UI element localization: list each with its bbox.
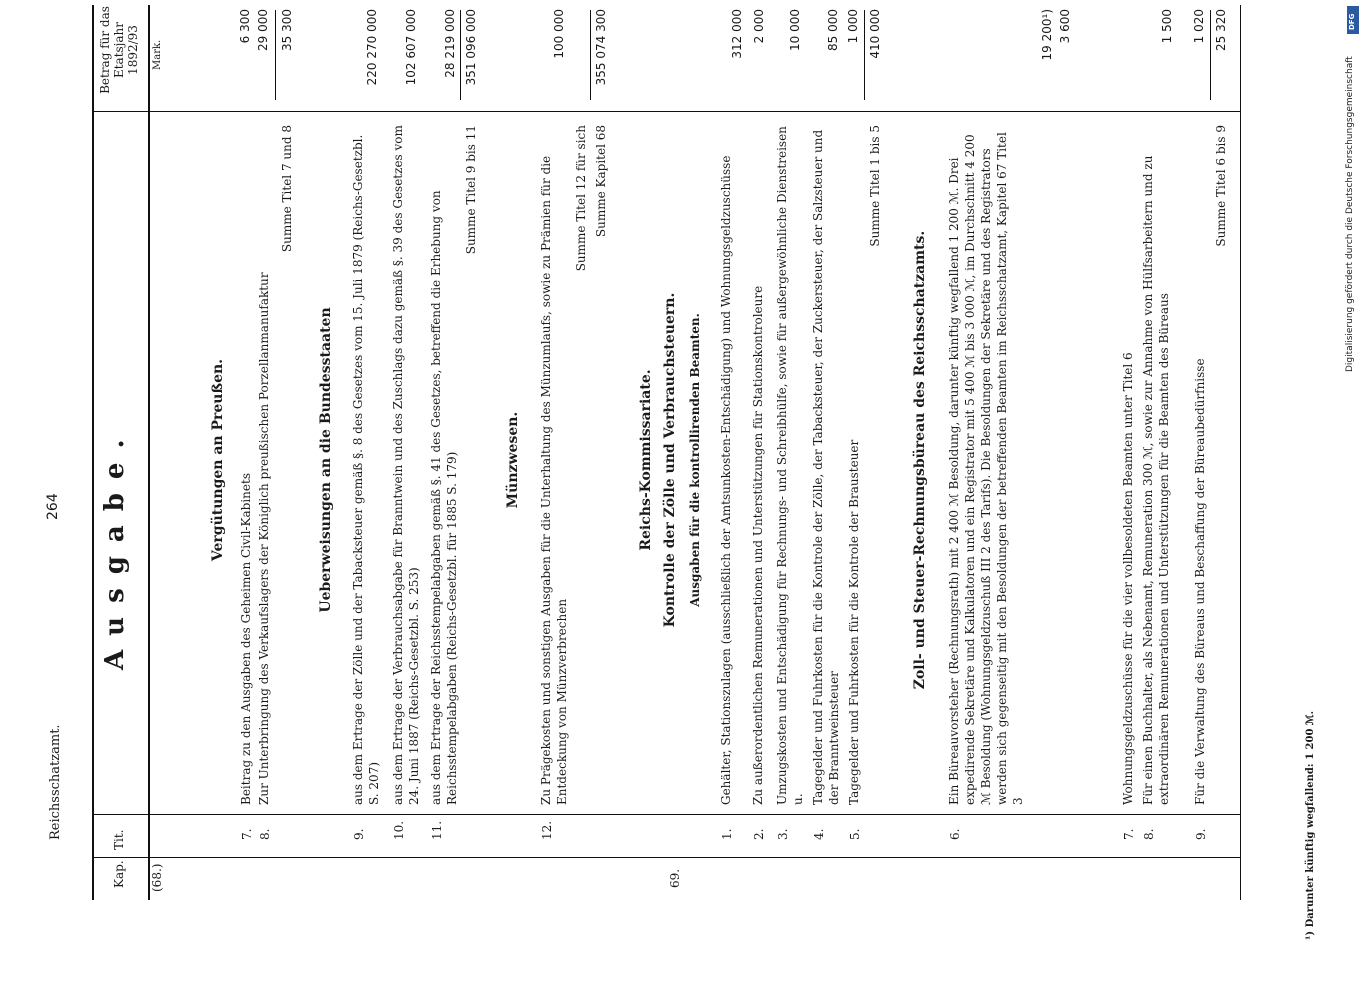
sum-amount: 410 000 [868, 9, 882, 59]
tit-number: 9. [352, 828, 366, 840]
row-text: aus dem Ertrage der Zölle und der Tabacksteuer gemäß §. 8 des Gesetzes vom 15. Juli 1879 (Reichs-Gesetzbl. S. 207) [351, 134, 381, 805]
digitization-note [1345, 12, 1359, 372]
header-bottom-rule [148, 5, 150, 900]
tit-number: 5. [848, 828, 862, 840]
header-title: Ausgabe. [100, 425, 130, 670]
row-amount: 29 000 [256, 9, 270, 51]
row-amount: 102 607 000 [404, 9, 418, 86]
row-text: Wohnungsgeldzuschüsse für die vier vollbesoldeten Beamten unter Titel 6 [1121, 352, 1135, 805]
subsection-kontrolle: Ausgaben für die kontrollirenden Beamten. [688, 313, 702, 607]
row-amount: 2 000 [752, 9, 766, 44]
sum-rule [1210, 10, 1211, 100]
row-amount: 100 000 [552, 9, 566, 59]
row-text: Tagegelder und Fuhrkosten für die Kontrole der Zölle, der Tabacksteuer, der Zuckersteuer, der Salzsteuer und der Branntweinsteuer [811, 129, 841, 805]
row-text: aus dem Ertrage der Reichsstempelabgaben gemäß §. 41 des Gesetzes, betreffend die Erhebung von Reichsstempelabgaben (Reichs-Gesetzbl. für 1885 S. 179) [429, 190, 459, 805]
sum-amount: 355 074 300 [594, 9, 608, 86]
sum-amount: 35 300 [280, 9, 294, 51]
tit-number: 6. [948, 828, 962, 840]
row-text: Tagegelder und Fuhrkosten für die Kontrole der Brausteuer [847, 439, 861, 805]
section-muenzwesen: Münzwesen. [505, 411, 521, 509]
row-text: Zur Unterbringung des Verkaufslagers der Königlich preußischen Porzellanmanufaktur [257, 272, 271, 805]
header-unit: Mark. [152, 39, 163, 70]
section-buereau: Zoll- und Steuer-Rechnungsbüreau des Reichsschatzamts. [912, 230, 928, 690]
tit-number: 2. [752, 828, 766, 840]
header-tit: Tit. [112, 829, 126, 850]
header-kap: Kap. [112, 860, 126, 888]
row-amount: 1 020 [1192, 9, 1206, 44]
sum-label: Summe Titel 6 bis 9 [1214, 125, 1228, 247]
tit-number: 12. [540, 820, 554, 840]
table-bottom-rule [1240, 5, 1241, 900]
header-top-rule [92, 5, 94, 900]
row-text: Ein Büreauvorsteher (Rechnungsrath) mit 2 400 ℳ Besoldung, darunter künftig wegfallend 1 200 ℳ. Drei expedirende Sekretäre und Kalkulatoren und ein Registrator mit 5 400 ℳ bis 3 000 ℳ, im Durchschnitt 4 200 ℳ Besoldung (Wohnungsgeldzuschuß III 2 des Tarifs). Die Besoldungen der Sekretäre und des Registrators werden sich gegenseitig mit den Besoldungen der betreffenden Beamten im Reichsschatzamt, Kapitel 67 Titel 3 [947, 132, 1025, 805]
row-amount: 85 000 [826, 9, 840, 51]
running-head: Reichsschatzamt. [48, 724, 63, 840]
sum-rule [590, 10, 591, 100]
header-betrag: Betrag für das Etatsjahr 1892/93 [98, 6, 140, 94]
digitization-note-text: Digitalisierung gefördert durch die Deutsche Forschungsgemeinschaft [1345, 56, 1355, 372]
row-text: Für einen Buchhalter, als Nebenamt, Remuneration 300 ℳ, sowie zur Annahme von Hülfsarbeitern und zu extraordinären Remunerationen und Unterstützungen für die Beamten des Büreaus [1141, 155, 1171, 805]
row-amount: 312 000 [730, 9, 744, 59]
tit-column-rule [92, 814, 1240, 815]
footnote: ¹) Darunter künftig wegfallend: 1 200 ℳ. [1305, 710, 1316, 940]
kap-68-label: (68.) [150, 863, 164, 892]
amount-column-rule [92, 111, 1240, 112]
dfg-logo-text: DFG [1348, 13, 1356, 30]
tit-number: 1. [720, 828, 734, 840]
sum-label: Summe Titel 9 bis 11 [464, 125, 478, 255]
sum-rule [864, 10, 865, 100]
section-preussen: Vergütungen an Preußen. [210, 358, 226, 562]
row-amount: 28 219 000 [443, 9, 457, 78]
tit-number: 7. [1122, 828, 1136, 840]
sum-amount: 25 320 [1214, 9, 1228, 51]
row-text: aus dem Ertrage der Verbrauchsabgabe für Branntwein und des Zuschlags dazu gemäß §. 39 des Gesetzes vom 24. Juni 1887 (Reichs-Gesetzbl. S. 253) [391, 125, 421, 805]
page-number: 264 [45, 493, 61, 520]
row-text: Gehälter, Stationszulagen (ausschließlich der Amtsunkosten-Entschädigung) und Wohnungsgeldzuschüsse [719, 155, 733, 805]
row-text: Umzugskosten und Entschädigung für Rechnungs- und Schreibhülfe, sowie für außergewöhnliche Dienstreisen u. [775, 126, 805, 805]
section-kommissariate: Reichs-Kommissariate. [638, 369, 654, 551]
row-text: Für die Verwaltung des Büreaus und Beschaffung der Büreaubedürfnisse [1193, 358, 1207, 805]
tit-number: 11. [430, 820, 444, 840]
section-kontrolle: Kontrolle der Zölle und Verbrauchsteuern. [662, 292, 678, 628]
row-text: Zu Prägekosten und sonstigen Ausgaben für die Unterhaltung des Münzumlaufs, sowie zu Prämien für die Entdeckung von Münzverbrechen [539, 155, 569, 805]
sum-label: Summe Kapitel 68 [594, 125, 608, 238]
sum-label: Summe Titel 1 bis 5 [868, 125, 882, 247]
row-amount: 3 600 [1058, 9, 1072, 44]
sum-amount: 351 096 000 [464, 9, 478, 86]
kap-69-label: 69. [668, 868, 682, 888]
tit-number: 8. [1142, 828, 1156, 840]
sum-label: Summe Titel 12 für sich [574, 125, 588, 272]
sum-rule [275, 10, 276, 100]
row-amount: 220 270 000 [365, 9, 379, 86]
row-text: Beitrag zu den Ausgaben des Geheimen Civil-Kabinets [239, 473, 253, 805]
row-amount: 1 000 [846, 9, 860, 44]
row-amount: 19 200¹) [1040, 9, 1054, 61]
sum-rule [460, 10, 461, 100]
kap-column-rule [92, 857, 1240, 858]
tit-number: 9. [1194, 828, 1208, 840]
tit-number: 7. [240, 828, 254, 840]
tit-number: 3. [776, 828, 790, 840]
sum-label: Summe Titel 7 und 8 [280, 125, 294, 253]
section-bundesstaaten: Ueberweisungen an die Bundesstaaten [318, 307, 334, 613]
tit-number: 10. [392, 820, 406, 840]
row-amount: 1 500 [1160, 9, 1174, 44]
tit-number: 4. [812, 828, 826, 840]
row-amount: 10 000 [788, 9, 802, 51]
row-text: Zu außerordentlichen Remunerationen und Unterstützungen für Stationskontroleure [751, 285, 765, 805]
row-amount: 6 300 [238, 9, 252, 44]
tit-number: 8. [258, 828, 272, 840]
